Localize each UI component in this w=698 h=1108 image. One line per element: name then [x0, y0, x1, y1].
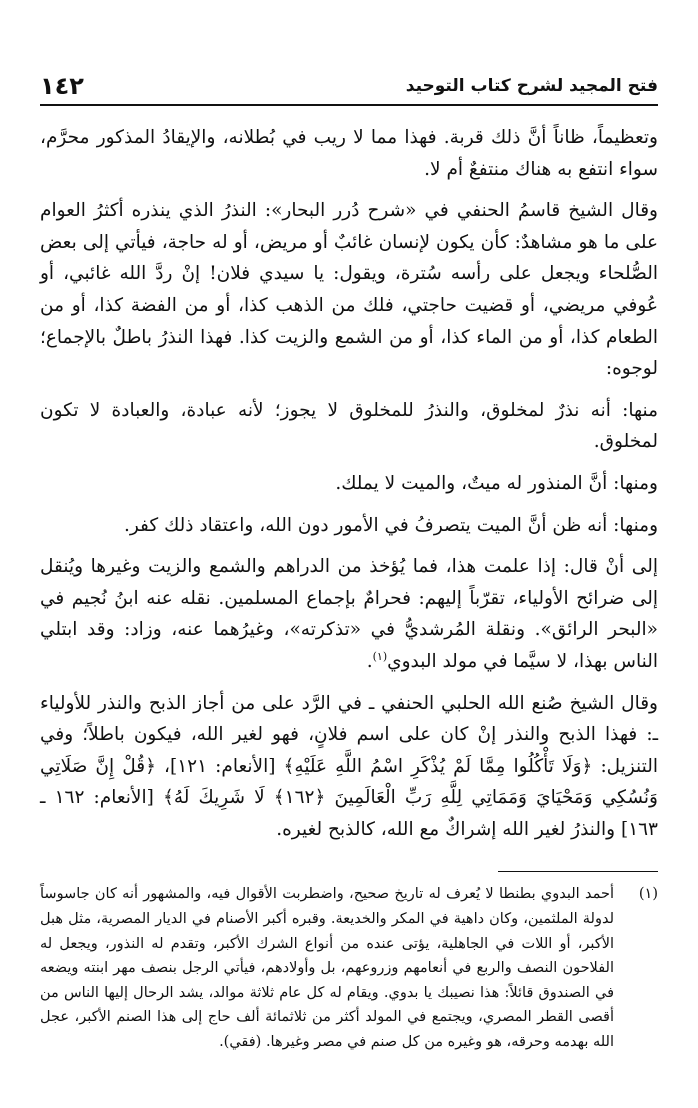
- page-number: ١٤٢: [40, 72, 84, 100]
- paragraph-2: وقال الشيخ قاسمُ الحنفي في «شرح دُرر البحار»: النذرُ الذي ينذره أكثرُ العوام على ما هو مشاهدٌ: كأن يكون لإنسان غائبٌ أو مريض، أو له حاجة، فيأتي إلى بعض الصُّلحاء ويجعل على رأسه سُترة، ويقول: يا سيدي فلان! إنْ ردَّ الله غائبي، أو عُوفي مريضي، أو قضيت حاجتي، فلك من الذهب كذا، أو من الفضة كذا، أو من الطعام كذا، أو من الماء كذا، أو من الشمع والزيت كذا. فهذا النذرُ باطلٌ بالإجماع؛ لوجوه:: [40, 200, 658, 380]
- paragraph-7: وقال الشيخ صُنع الله الحلبي الحنفي ـ في الرَّد على من أجاز الذبح والنذر للأولياء ـ: فهذا الذبح والنذر إنْ كان على اسم فلانٍ، فهو لغير الله، فيكون باطلاً؛ وفي التنزيل: ﴿وَلَا تَأْكُلُوا مِمَّا لَمْ يُذْكَرِ اسْمُ اللَّهِ عَلَيْهِ﴾ [الأنعام: ١٢١]، ﴿قُلْ إِنَّ صَلَاتِي وَنُسُكِي وَمَحْيَايَ وَمَمَاتِي لِلَّهِ رَبِّ الْعَالَمِينَ ﴿١٦٢﴾ لَا شَرِيكَ لَهُ﴾ [الأنعام: ١٦٢ ـ ١٦٣] والنذرُ لغير الله إشراكٌ مع الله، كالذبح لغيره.: [40, 692, 658, 840]
- footnote-text: أحمد البدوي بطنطا لا يُعرف له تاريخ صحيح، واضطربت الأقوال فيه، والمشهور أنه كان جاسوساً لدولة الملثمين، وكان داهية في المكر والخديعة. وقبره أكبر الأصنام في الديار المصرية، مثل هبل الأكبر، أو اللات في الجاهلية، يؤتى عنده من أنواع الشرك الأكبر، وتقدم له النذور، ويجعل له الفلاحون النصف والربع في أنعامهم وزروعهم، بل وأولادهم، فيأتي الرجل بنصف مهر ابنته ويضعه في الصندوق قائلاً: هذا نصيبك يا بدوي. ويقام له كل عام ثلاثة موالد، يشد الرحال إليها الناس من أقصى القطر المصري، ويجتمع في المولد أكثر من ثلاثمائة ألف حاج إلى هذا الصنم الأكبر، عجل الله بهدمه وحرقه، هو وغيره من كل صنم في مصر وغيرها. (فقي).: [40, 886, 614, 1051]
- footnote: [40, 882, 658, 1054]
- paragraph-6: إلى أنْ قال: إذا علمت هذا، فما يُؤخذ من الدراهم والشمع والزيت وغيرها ويُنقل إلى ضرائح الأولياء، تقرّباً إليهم: فحرامٌ بإجماع المسلمين. نقله عنه ابنُ نُجيم في «البحر الرائق». ونقلة المُرشديُّ في «تذكرته»، وغيرُهما عنه، وزاد: وقد ابتلي الناس بهذا، لا سيَّما في مولد البدوي$^{(١)}$.: [40, 556, 658, 672]
- paragraph-6-text: إلى أنْ قال: إذا علمت هذا، فما يُؤخذ من الدراهم والشمع والزيت وغيرها ويُنقل إلى ضرائح الأولياء، تقرّباً إليهم: فحرامٌ بإجماع المسلمين. نقله عنه ابنُ نُجيم في «البحر الرائق». ونقلة المُرشديُّ في «تذكرته»، وغيرُهما عنه، وزاد: وقد ابتلي الناس بهذا، لا سيَّما في مولد البدوي: [40, 556, 658, 672]
- book-page: [40, 60, 658, 1080]
- paragraph-1: وتعظيماً، ظاناً أنَّ ذلك قربة. فهذا مما لا ريب في بُطلانه، والإيقادُ المذكور محرَّم، سواء انتفع به هناك منتفعٌ أم لا.: [40, 127, 658, 180]
- paragraph-4: ومنها: أنَّ المنذور له ميتٌ، والميت لا يملك.: [335, 472, 658, 494]
- footnote-reference: (١): [372, 649, 388, 663]
- page-header: [40, 60, 658, 100]
- footnote-marker: (١): [638, 886, 658, 903]
- paragraph-5: ومنها: أنه ظن أنَّ الميت يتصرفُ في الأمور دون الله، واعتقاد ذلك كفر.: [123, 514, 658, 536]
- paragraph-3: منها: أنه نذرٌ لمخلوق، والنذرُ للمخلوق لا يجوز؛ لأنه عبادة، والعبادة لا تكون لمخلوق.: [40, 399, 658, 453]
- running-title: فتح المجيد لشرح كتاب التوحيد: [405, 76, 658, 96]
- main-text: [40, 122, 658, 845]
- footnote-rule: [498, 871, 658, 872]
- header-rule: [40, 104, 658, 106]
